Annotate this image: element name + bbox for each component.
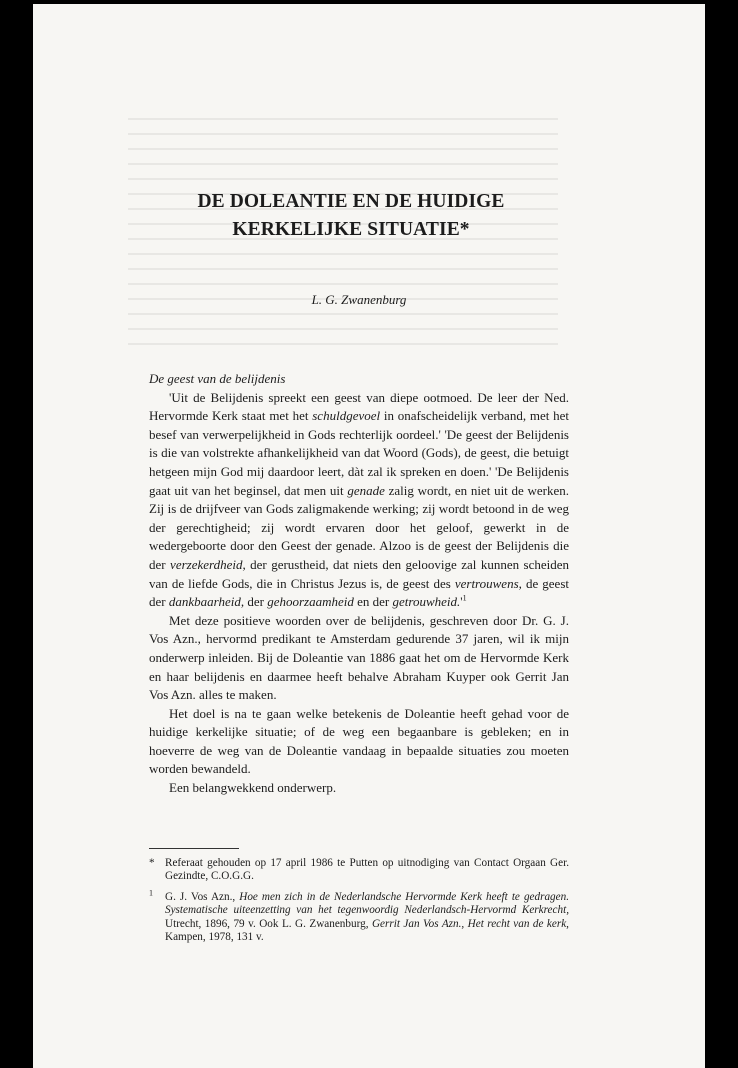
footnote-star — [149, 857, 569, 884]
scan-border-left — [0, 0, 33, 1068]
footnote-1-mark: 1 — [149, 888, 153, 898]
title-line-2: KERKELIJKE SITUATIE* — [232, 219, 470, 240]
paragraph-introduction: Met deze positieve woorden over de belijdenis, geschreven door Dr. G. J. Vos Azn., hervormd predikant te Amsterdam gedurende 37 jaren, wil ik mijn onderwerp inleiden. Bij de Doleantie van 1886 gaat het om de Hervormde Kerk en haar belijdenis en daarmee heeft behalve Abraham Kuyper ook Gerrit Jan Vos Azn. alles te maken. — [149, 612, 569, 703]
title-line-1: DE DOLEANTIE EN DE HUIDIGE — [197, 191, 505, 212]
paragraph-closing: Een belangwekkend onderwerp. — [169, 780, 337, 796]
footnote-star-text: Referaat gehouden op 17 april 1986 te Putten op uitnodiging van Contact Orgaan Ger. Gezindte, C.O.G.G. — [165, 857, 569, 883]
paragraph-quote: 'Uit de Belijdenis spreekt een geest van diepe ootmoed. De leer der Ned. Hervormde Kerk staat met het schuldgevoel in onafscheidelijk verband, met het besef van verwerpelijkheid in Gods rechterlijk oordeel.' 'De geest der Belijdenis is die van volstrekte afhankelijkheid van dat Woord (Gods), de geest, die betuigt hetgeen mijn God mij daardoor leert, dàt zal ik spreken en doen.' 'De Belijdenis gaat uit van het beginsel, dat men uit genade zalig wordt, en niet uit de werken. Zij is de drijfveer van Gods zaligmakende werking; zij wordt betoond in de weg der gerechtigheid; zij wordt ervaren door het geloof, gewerkt in de wedergeboorte door den Geest der genade. Alzoo is de geest der Belijdenis die der verzekerdheid, der gerustheid, dat niets den geloovige zal kunnen scheiden van de liefde Gods, die in Christus Jezus is, de geest des vertrouwens, de geest der dankbaarheid, der gehoorzaamheid en der $getrouwheid.'^1$ — [149, 389, 570, 610]
footnote-1: $^1$ G. J. Vos Azn., Hoe men zich in de Nederlandsche Hervormde Kerk heeft te gedragen. Systematische uiteenzetting van het tegenwoordig Nederlandsch-Hervormd Kerkrecht, Utrecht, 1896, 79 v. Ook L. G. Zwanenburg, Gerrit Jan Vos Azn., Het recht van de kerk, Kampen, 1978, 131 v. — [149, 888, 569, 944]
section-heading: De geest van de belijdenis — [149, 371, 286, 386]
article-author: L. G. Zwanenburg — [311, 292, 407, 307]
article-title — [150, 188, 552, 244]
footnote-divider — [149, 848, 239, 849]
footnotes — [149, 857, 569, 951]
footnote-reference: 1 — [462, 593, 467, 603]
paragraph-purpose: Het doel is na te gaan welke betekenis de Doleantie heeft gehad voor de huidige kerkelijke situatie; of de weg een begaanbare is gebleken; en in hoeverre de weg van de Doleantie vandaag in bepaalde situaties zou moeten worden bewandeld. — [149, 705, 569, 777]
scan-border-right — [705, 0, 738, 1068]
article-body — [149, 370, 569, 798]
footnote-star-mark: * — [149, 857, 155, 869]
